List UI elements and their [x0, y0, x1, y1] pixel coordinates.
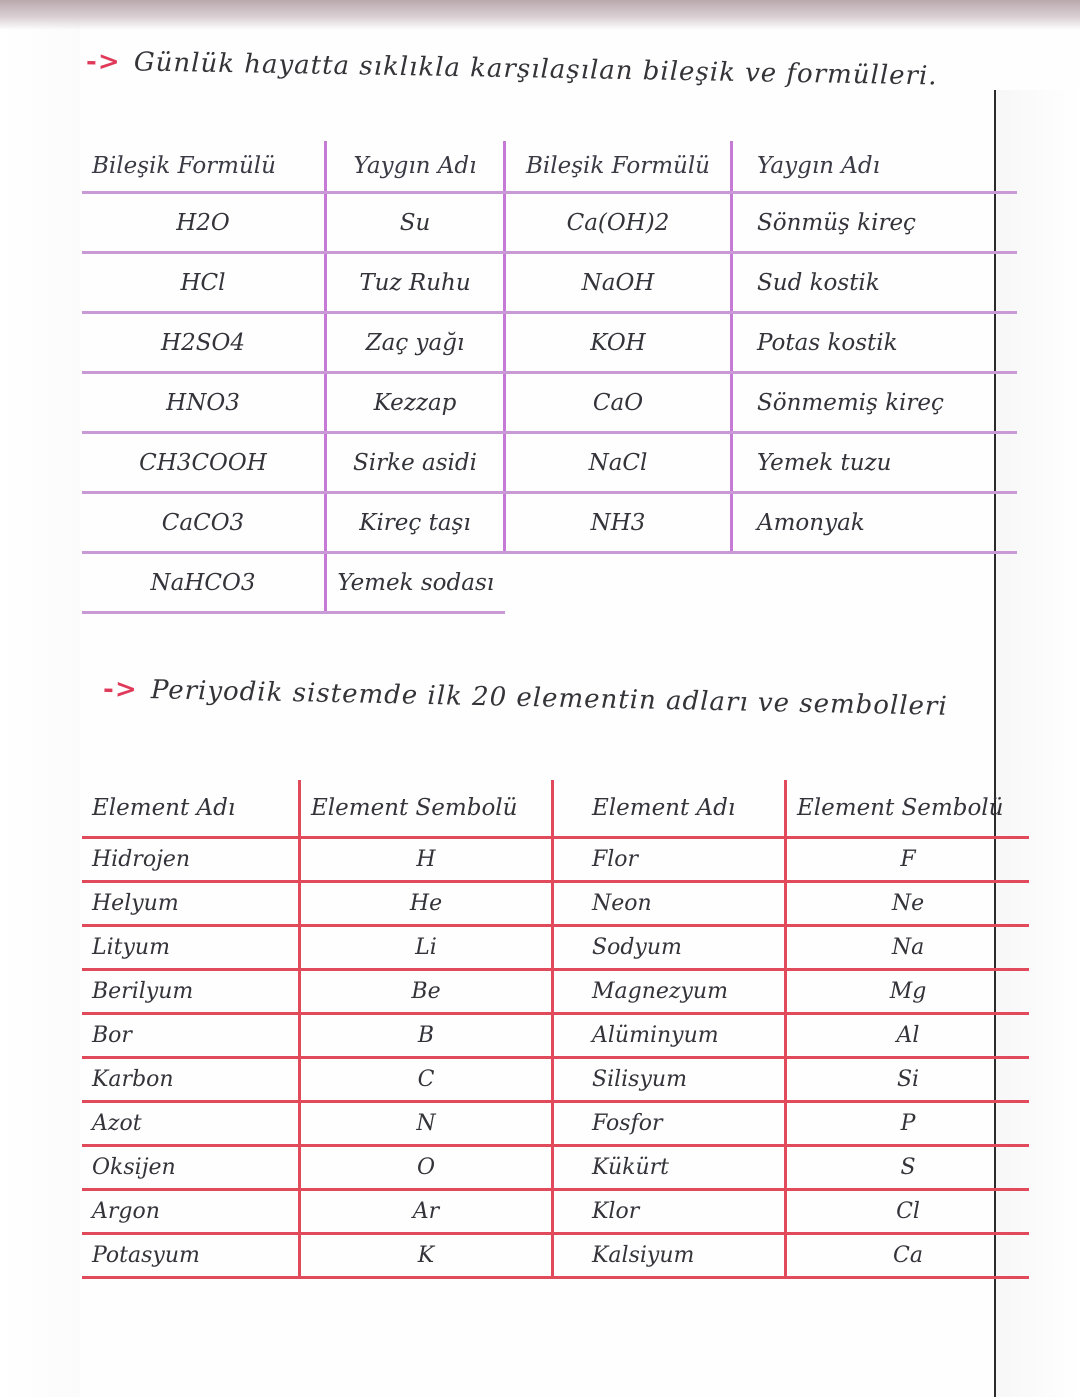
compound-formula: H2SO4 [82, 313, 326, 373]
table-row [82, 1058, 1029, 1102]
table-row [82, 193, 1017, 253]
compound-common-name: Sud kostik [732, 253, 1018, 313]
compound-common-name: Yemek tuzu [732, 433, 1018, 493]
header-formula-1: Bileşik Formülü [82, 141, 326, 193]
element-symbol: P [786, 1102, 1030, 1146]
element-name: Flor [553, 838, 786, 882]
table-row [82, 1102, 1029, 1146]
element-symbol: C [300, 1058, 553, 1102]
element-name: Fosfor [553, 1102, 786, 1146]
element-name: Neon [553, 882, 786, 926]
compounds-table [82, 141, 1017, 614]
table-row [82, 882, 1029, 926]
compound-common-name: Sönmüş kireç [732, 193, 1018, 253]
table-row [82, 313, 1017, 373]
compound-formula: Ca(OH)2 [505, 193, 732, 253]
table-row [82, 493, 1017, 553]
compounds-table-header [82, 141, 1017, 193]
compound-formula: H2O [82, 193, 326, 253]
element-name: Azot [82, 1102, 300, 1146]
element-name: Argon [82, 1190, 300, 1234]
element-name: Alüminyum [553, 1014, 786, 1058]
elements-table [82, 780, 1029, 1279]
element-symbol: Ne [786, 882, 1030, 926]
compound-formula: CaCO3 [82, 493, 326, 553]
element-symbol: Cl [786, 1190, 1030, 1234]
compound-formula: NaHCO3 [82, 553, 326, 613]
compound-formula: CH3COOH [82, 433, 326, 493]
table-row [82, 1014, 1029, 1058]
elements-heading [103, 674, 948, 722]
element-name: Hidrojen [82, 838, 300, 882]
element-symbol: H [300, 838, 553, 882]
table-row [82, 253, 1017, 313]
arrow-icon: -> [85, 46, 121, 78]
compound-formula: HNO3 [82, 373, 326, 433]
page-left-margin [0, 0, 80, 1397]
element-symbol: Be [300, 970, 553, 1014]
compounds-heading-text: Günlük hayatta sıklıkla karşılaşılan bileşik ve formülleri. [133, 47, 938, 92]
element-name: Magnezyum [553, 970, 786, 1014]
elements-table-header [82, 780, 1029, 838]
element-name: Kükürt [553, 1146, 786, 1190]
element-name: Berilyum [82, 970, 300, 1014]
element-name: Lityum [82, 926, 300, 970]
compound-common-name: Kezzap [326, 373, 505, 433]
compound-formula: NaOH [505, 253, 732, 313]
compound-common-name: Potas kostik [732, 313, 1018, 373]
table-row [82, 433, 1017, 493]
compound-formula: HCl [82, 253, 326, 313]
element-name: Karbon [82, 1058, 300, 1102]
compound-formula: NaCl [505, 433, 732, 493]
element-symbol: Li [300, 926, 553, 970]
compounds-heading [86, 47, 938, 92]
header-element-name-1: Element Adı [82, 780, 300, 838]
compound-common-name: Sönmemiş kireç [732, 373, 1018, 433]
table-row [82, 1190, 1029, 1234]
element-symbol: Ar [300, 1190, 553, 1234]
compound-formula: KOH [505, 313, 732, 373]
table-row [82, 970, 1029, 1014]
element-symbol: F [786, 838, 1030, 882]
element-symbol: Al [786, 1014, 1030, 1058]
element-name: Oksijen [82, 1146, 300, 1190]
table-row [82, 838, 1029, 882]
compound-common-name: Yemek sodası [326, 553, 505, 613]
compound-formula: NH3 [505, 493, 732, 553]
compound-formula: CaO [505, 373, 732, 433]
compound-common-name: Amonyak [732, 493, 1018, 553]
header-element-name-2: Element Adı [553, 780, 786, 838]
element-symbol: Mg [786, 970, 1030, 1014]
element-name: Bor [82, 1014, 300, 1058]
compound-common-name: Su [326, 193, 505, 253]
table-row [82, 1146, 1029, 1190]
element-name: Sodyum [553, 926, 786, 970]
compound-common-name: Sirke asidi [326, 433, 505, 493]
compound-formula [505, 553, 732, 613]
element-symbol: B [300, 1014, 553, 1058]
header-common-name-2: Yaygın Adı [732, 141, 1018, 193]
element-symbol: S [786, 1146, 1030, 1190]
element-symbol: He [300, 882, 553, 926]
header-formula-2: Bileşik Formülü [505, 141, 732, 193]
element-name: Kalsiyum [553, 1234, 786, 1278]
compound-common-name: Tuz Ruhu [326, 253, 505, 313]
table-row [82, 926, 1029, 970]
header-common-name-1: Yaygın Adı [326, 141, 505, 193]
torn-page-edge [0, 0, 1080, 30]
compound-common-name: Zaç yağı [326, 313, 505, 373]
header-element-symbol-1: Element Sembolü [300, 780, 553, 838]
element-symbol: O [300, 1146, 553, 1190]
compound-common-name: Kireç taşı [326, 493, 505, 553]
element-symbol: K [300, 1234, 553, 1278]
element-name: Helyum [82, 882, 300, 926]
element-name: Silisyum [553, 1058, 786, 1102]
table-row [82, 1234, 1029, 1278]
element-symbol: Si [786, 1058, 1030, 1102]
element-name: Klor [553, 1190, 786, 1234]
element-symbol: Ca [786, 1234, 1030, 1278]
arrow-icon: -> [102, 674, 138, 705]
table-row [82, 553, 1017, 613]
element-symbol: N [300, 1102, 553, 1146]
compound-common-name [732, 553, 1018, 613]
header-element-symbol-2: Element Sembolü [786, 780, 1030, 838]
elements-heading-text: Periyodik sistemde ilk 20 elementin adları ve sembolleri [150, 675, 949, 722]
table-row [82, 373, 1017, 433]
element-name: Potasyum [82, 1234, 300, 1278]
element-symbol: Na [786, 926, 1030, 970]
